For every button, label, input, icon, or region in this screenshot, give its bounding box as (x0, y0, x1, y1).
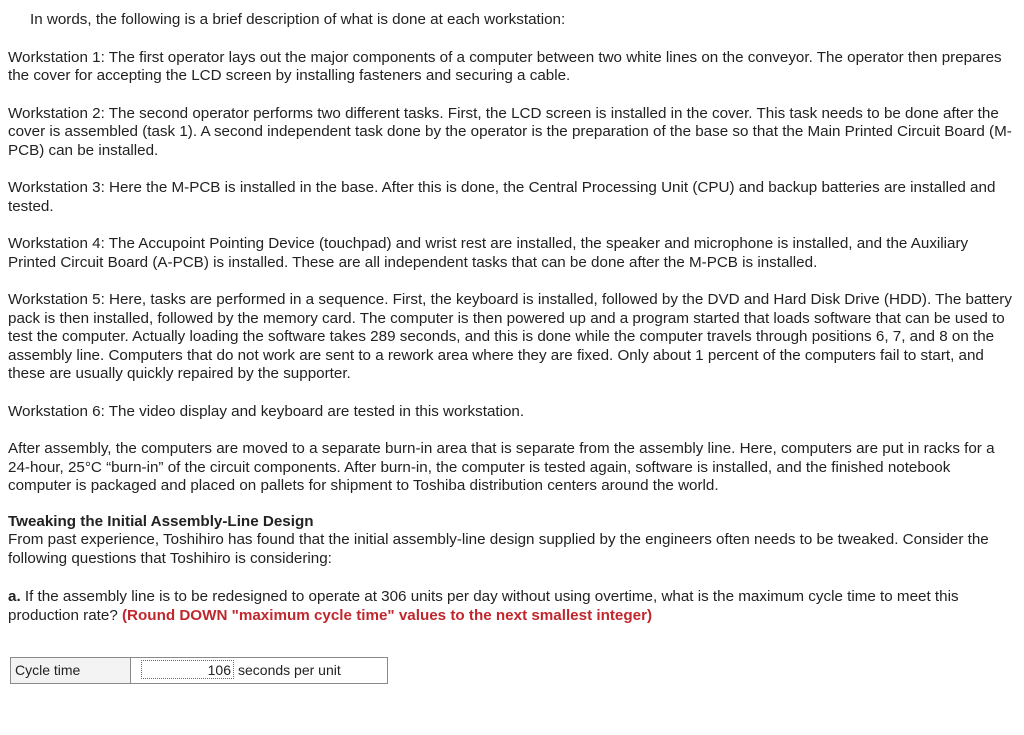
workstation-5-text: Workstation 5: Here, tasks are performed in a sequence. First, the keyboard is installed, followed by the DVD and Hard Disk Drive (HDD). The battery pack is then installed, followed by the memory card. The computer is then powered up and a program started that loads software that can be used to test the computer. Actually loading the software takes 289 seconds, and this is done while the computer travels through positions 6, 7, and 8 on the assembly line. Computers that do not work are sent to a rework area where they are fixed. Only about 1 percent of the computers fail to start, and these are usually quickly repaired by the supporter. (8, 291, 1012, 382)
cycle-time-answer-row (10, 657, 388, 684)
intro-text: In words, the following is a brief description of what is done at each workstation: (30, 11, 566, 28)
cycle-time-input[interactable]: 106 (141, 660, 234, 679)
cycle-time-unit: seconds per unit (238, 662, 341, 678)
problem-text (8, 11, 1014, 625)
question-a (8, 588, 1014, 625)
section-body: From past experience, Toshihiro has found that the initial assembly-line design supplied by the engineers often needs to be tweaked. Consider the following questions that Toshihiro is considering: (8, 531, 989, 567)
cycle-time-label: Cycle time (11, 658, 131, 683)
question-a-text: If the assembly line is to be redesigned to operate at 306 units per day without using overtime, what is the maximum cycle time to meet this production rate? (8, 588, 959, 624)
workstation-6-text: Workstation 6: The video display and keyboard are tested in this workstation. (8, 402, 525, 420)
question-a-rounding-note: (Round DOWN "maximum cycle time" values to the next smallest integer) (121, 606, 653, 624)
question-a-letter: a. (8, 588, 21, 605)
after-assembly-text: After assembly, the computers are moved to a separate burn-in area that is separate from the assembly line. Here, computers are put in racks for a 24-hour, 25°C “burn-in” of the circuit components. After burn-in, the computer is tested again, software is installed, and the finished notebook computer is packaged and placed on pallets for shipment to Toshiba distribution centers around the world. (8, 440, 995, 494)
workstation-2-text: Workstation 2: The second operator performs two different tasks. First, the LCD screen is installed in the cover. This task needs to be done after the cover is assembled (task 1). A second independent task done by the operator is the preparation of the base so that the Main Printed Circuit Board (M-PCB) can be installed. (8, 104, 1012, 159)
workstation-1-text: Workstation 1: The first operator lays out the major components of a computer between two white lines on the conveyor. The operator then prepares the cover for accepting the LCD screen by installing fasteners and securing a cable. (8, 48, 1002, 84)
section-title: Tweaking the Initial Assembly-Line Design (8, 512, 314, 530)
workstation-3-text: Workstation 3: Here the M-PCB is installed in the base. After this is done, the Central Processing Unit (CPU) and backup batteries are installed and tested. (8, 179, 996, 215)
workstation-4-text: Workstation 4: The Accupoint Pointing Device (touchpad) and wrist rest are installed, the speaker and microphone is installed, and the Auxiliary Printed Circuit Board (A-PCB) is installed. These are all independent tasks that can be done after the M-PCB is installed. (8, 235, 969, 271)
